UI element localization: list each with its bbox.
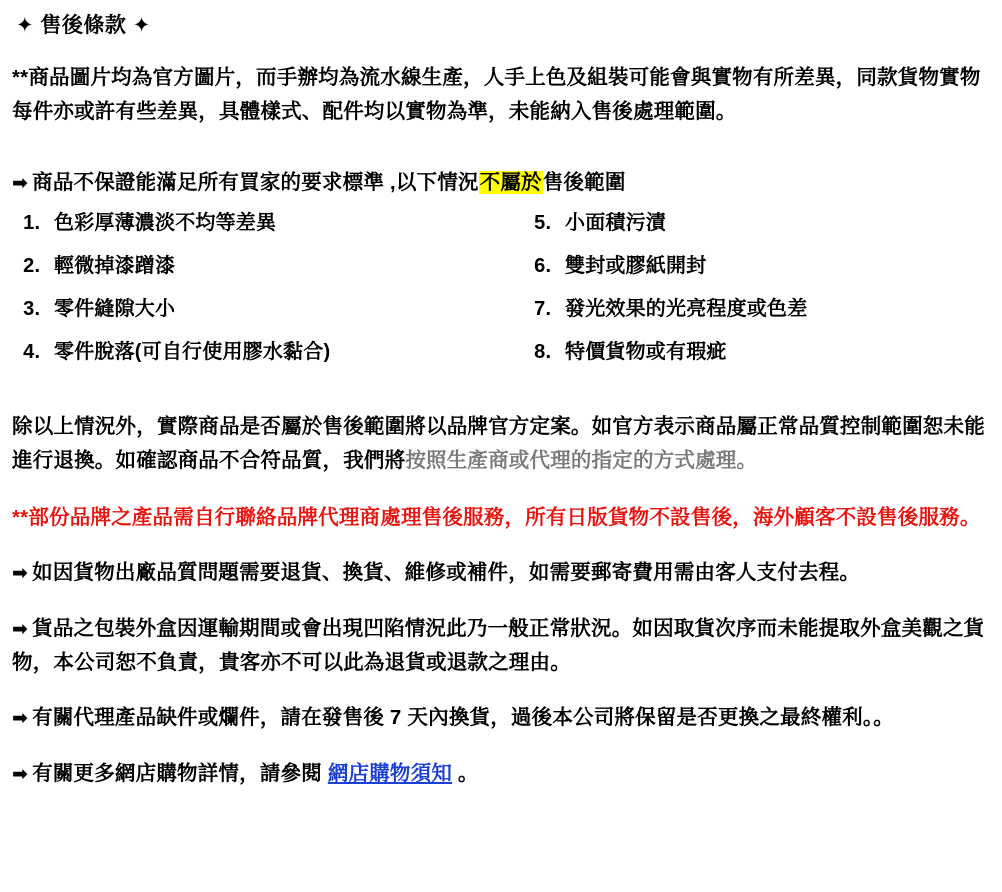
note-4-before: 有關更多網店購物詳情，請參閱	[32, 761, 328, 785]
list-item: 5. 小面積污漬	[557, 212, 990, 234]
note-1-text: 如因貨物出廠品質問題需要退貨、換貨、維修或補件，如需要郵寄費用需由客人支付去程。	[32, 561, 861, 585]
note-2-text: 貨品之包裝外盒因運輸期間或會出現凹陷情況此乃一般正常狀況。如因取貨次序而未能提取外盒美觀之貨物，本公司恕不負責，貴客亦不可以此為退貨或退款之理由。	[12, 616, 985, 674]
arrow-icon: ➡	[12, 707, 29, 729]
exclusion-list-right	[501, 212, 990, 384]
arrow-icon: ➡	[12, 618, 29, 640]
list-item: 7. 發光效果的光亮程度或色差	[557, 298, 990, 320]
exclusion-heading-highlight: 不屬於	[479, 170, 542, 194]
list-item: 2. 輕微掉漆蹭漆	[46, 255, 501, 277]
list-item: 1. 色彩厚薄濃淡不均等差異	[46, 212, 501, 234]
list-item: 3. 零件縫隙大小	[46, 298, 501, 320]
list-item: 8. 特價貨物或有瑕疵	[557, 341, 990, 363]
note-2	[12, 612, 990, 679]
list-item: 4. 零件脫落(可自行使用膠水黏合)	[46, 341, 501, 363]
exclusion-list-left	[12, 212, 501, 384]
note-3-text: 有關代理產品缺件或爛件，請在發售後 7 天內換貨，過後本公司將保留是否更換之最終權利。。	[32, 705, 894, 729]
exclusion-heading-before: 商品不保證能滿足所有買家的要求標準 ,以下情況	[32, 170, 479, 194]
red-warning-paragraph: **部份品牌之產品需自行聯絡品牌代理商處理售後服務，所有日版貨物不設售後，海外顧客不設售後服務。	[12, 505, 981, 529]
exclusion-heading	[12, 168, 990, 199]
spacer	[12, 384, 990, 410]
exclusion-heading-after: 售後範圍	[542, 170, 626, 194]
policy-paragraph-part2: 按照生產商或代理的指定的方式處理。	[405, 448, 758, 472]
arrow-icon: ➡	[12, 563, 29, 585]
list-item: 6. 雙封或膠紙開封	[557, 255, 990, 277]
page-title: ✦ 售後條款 ✦	[16, 14, 151, 37]
exclusion-ordered-list-right	[523, 212, 990, 363]
spacer	[12, 128, 990, 142]
note-1	[12, 556, 990, 590]
arrow-icon: ➡	[12, 172, 29, 194]
arrow-icon: ➡	[12, 763, 29, 785]
policy-paragraph	[12, 410, 990, 476]
note-3	[12, 701, 990, 735]
exclusion-lists	[12, 212, 990, 384]
note-4-after: 。	[452, 761, 479, 785]
policy-paragraph-part1: 除以上情況外，實際商品是否屬於售後範圍將以品牌官方定案。如官方表示商品屬正常品質控制範圍恕未能進行退換。如確認商品不合符品質，我們將	[12, 415, 985, 472]
exclusion-ordered-list-left	[12, 212, 501, 363]
intro-paragraph: **商品圖片均為官方圖片，而手辦均為流水線生產，人手上色及組裝可能會與實物有所差異，同款貨物實物每件亦或許有些差異，具體樣式、配件均以實物為準，未能納入售後處理範圍。	[12, 66, 981, 123]
note-4	[12, 757, 990, 791]
shop-guide-link[interactable]: 網店購物須知	[327, 761, 453, 785]
